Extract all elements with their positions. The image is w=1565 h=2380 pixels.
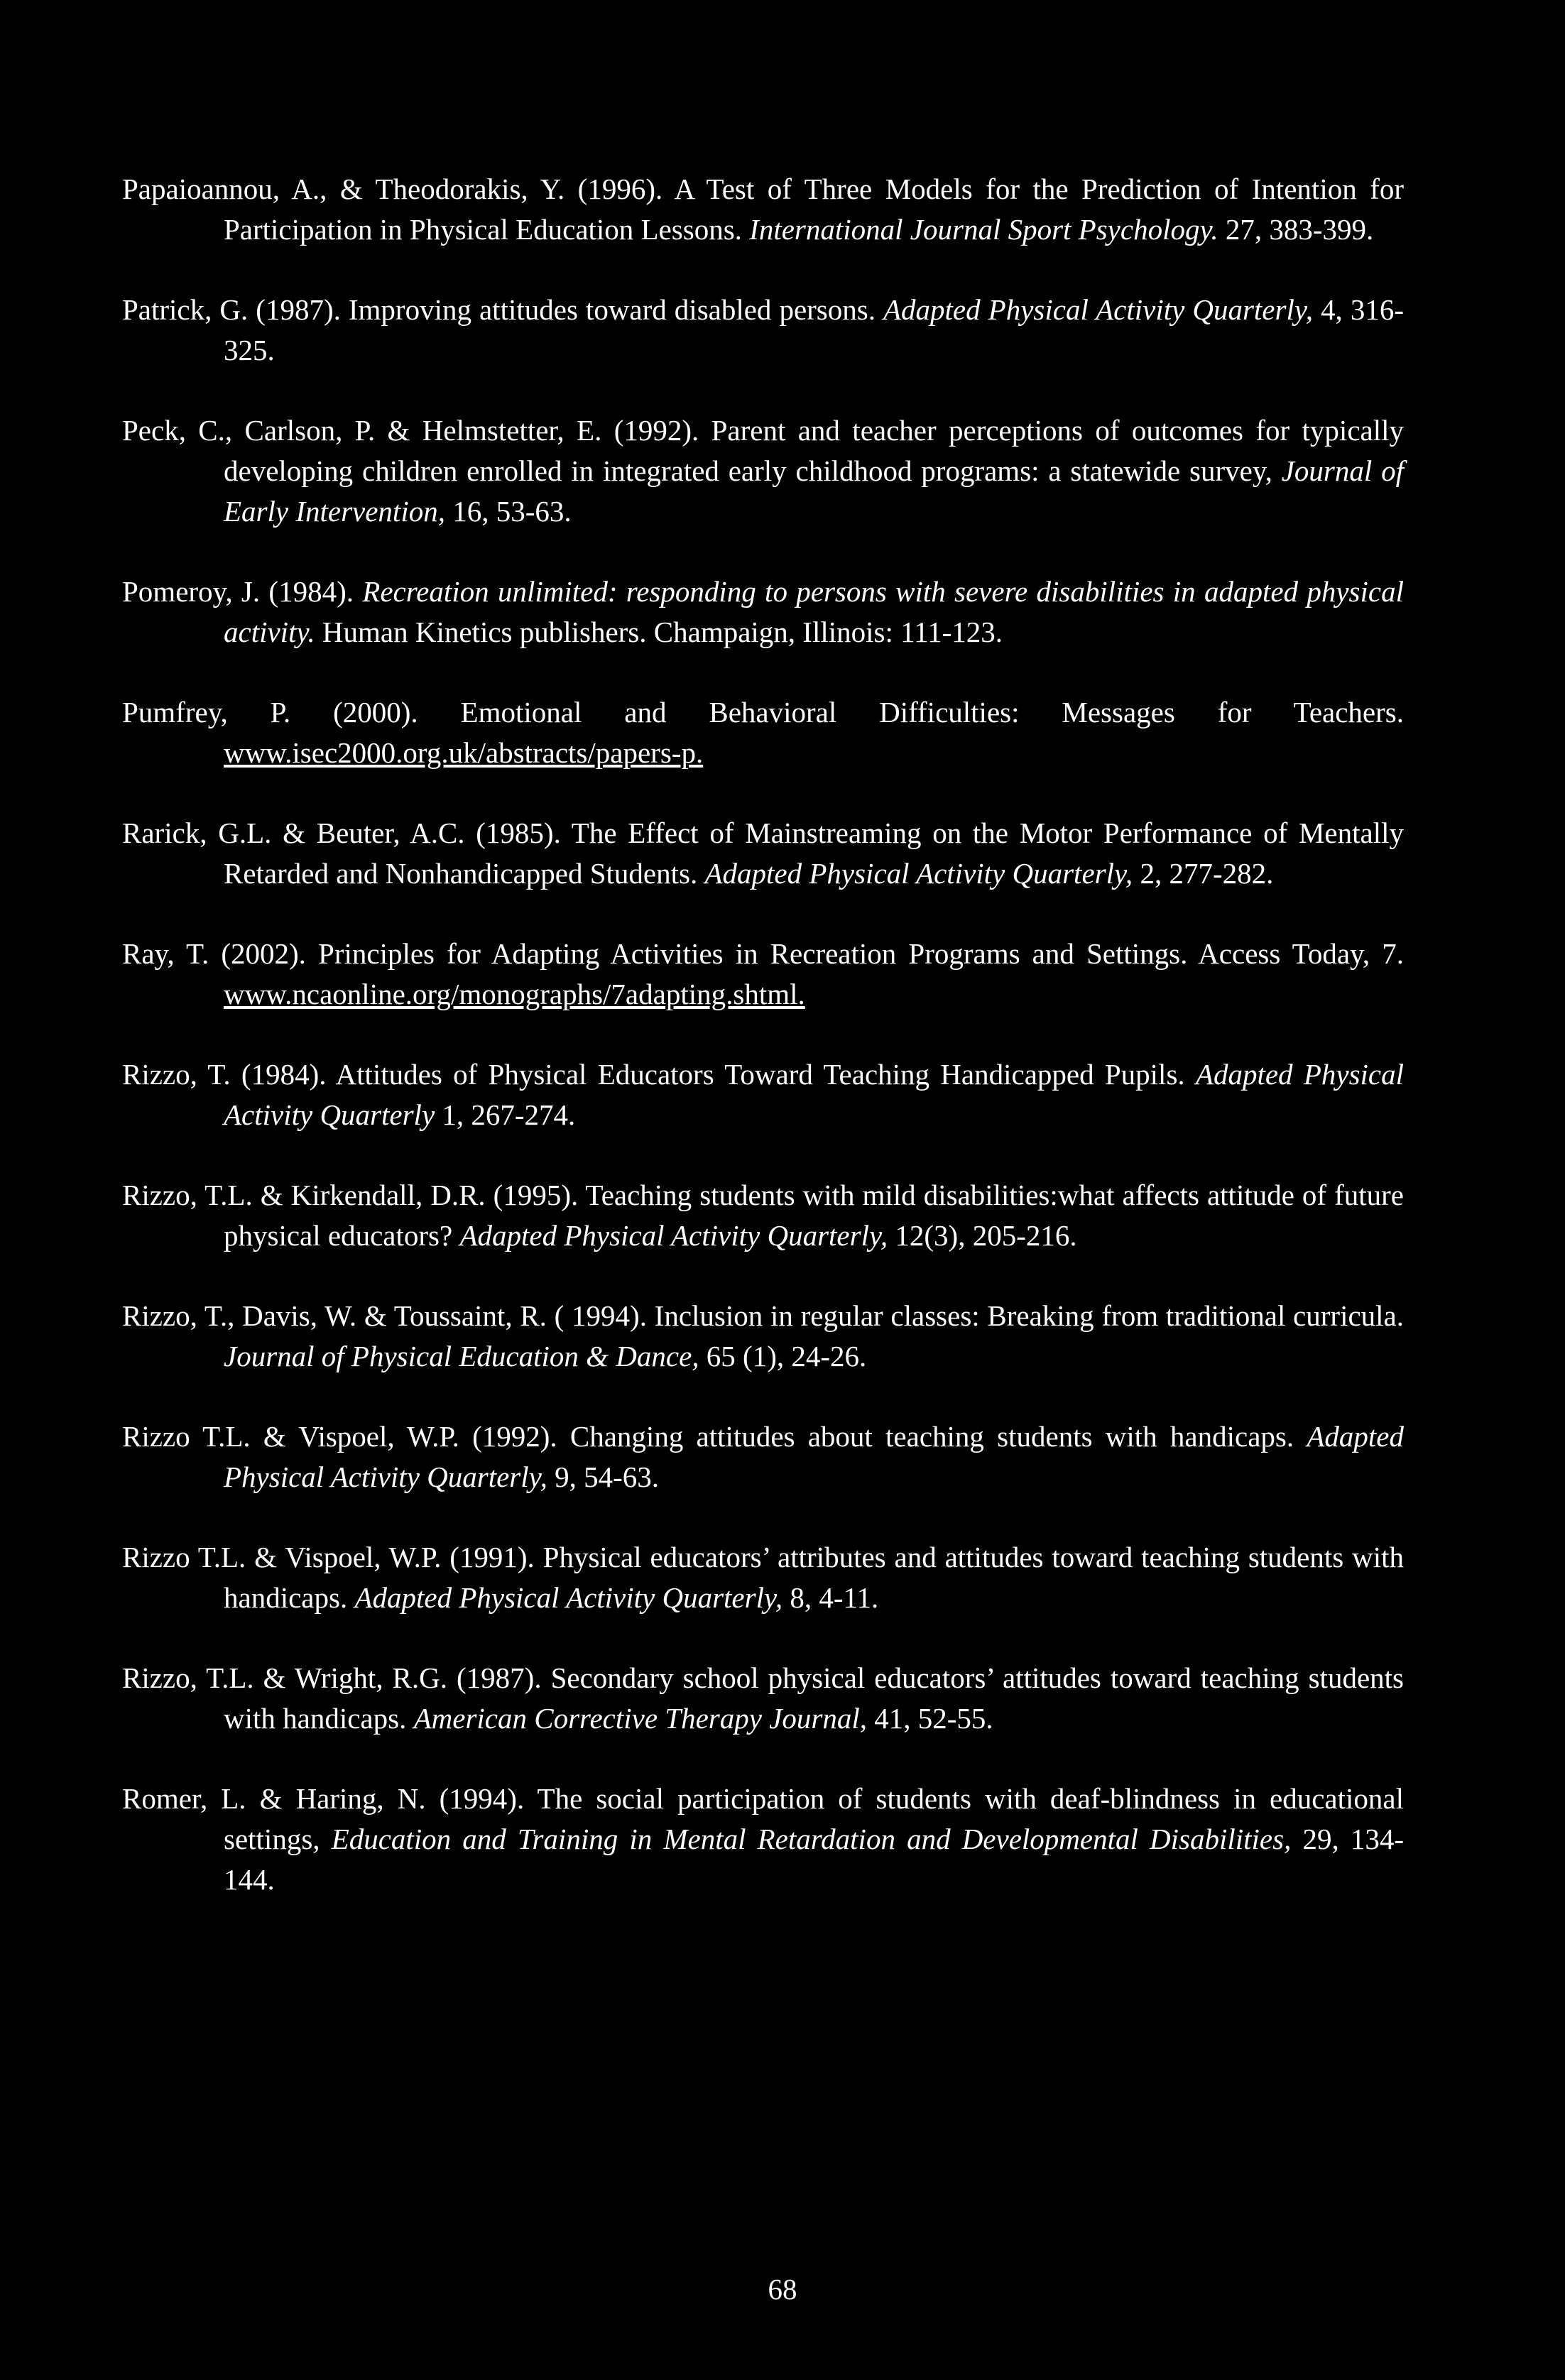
reference-entry: Pumfrey, P. (2000). Emotional and Behavioral Difficulties: Messages for Teachers. www.isec2000.org.uk/abstracts/papers-p. [122, 696, 1404, 769]
reference-entry: Rizzo, T.L. & Kirkendall, D.R. (1995). Teaching students with mild disabilities:what affects attitude of future physical educators? Adapted Physical Activity Quarterly, 12(3), 205-216. [122, 1179, 1404, 1252]
reference-entry: Rizzo T.L. & Vispoel, W.P. (1991). Physical educators’ attributes and attitudes toward teaching students with handicaps. Adapted Physical Activity Quarterly, 8, 4-11. [122, 1541, 1404, 1614]
reference-entry: Rizzo, T.L. & Wright, R.G. (1987). Secondary school physical educators’ attitudes toward teaching students with handicaps. American Corrective Therapy Journal, 41, 52-55. [122, 1661, 1404, 1735]
reference-entry: Rizzo, T., Davis, W. & Toussaint, R. ( 1994). Inclusion in regular classes: Breaking from traditional curricula. Journal of Physical Education & Dance, 65 (1), 24-26. [122, 1299, 1404, 1372]
reference-link[interactable]: www.ncaonline.org/monographs/7adapting.shtml. [224, 978, 805, 1010]
reference-entry: Patrick, G. (1987). Improving attitudes toward disabled persons. Adapted Physical Activity Quarterly, 4, 316-325. [122, 293, 1404, 366]
reference-entry: Rizzo T.L. & Vispoel, W.P. (1992). Changing attitudes about teaching students with handicaps. Adapted Physical Activity Quarterly, 9, 54-63. [122, 1420, 1404, 1493]
page-number: 68 [768, 2273, 797, 2305]
reference-entry: Romer, L. & Haring, N. (1994). The social participation of students with deaf-blindness in educational settings, Education and Training in Mental Retardation and Developmental Disabilities, 29, 134-144. [122, 1782, 1404, 1896]
reference-entry: Rizzo, T. (1984). Attitudes of Physical Educators Toward Teaching Handicapped Pupils. Adapted Physical Activity Quarterly 1, 267-274. [122, 1058, 1405, 1131]
reference-entry: Peck, C., Carlson, P. & Helmstetter, E. (1992). Parent and teacher perceptions of outcomes for typically developing children enrolled in integrated early childhood programs: a statewide survey, Journal of Early Intervention, 16, 53-63. [122, 414, 1404, 528]
reference-entry: Rarick, G.L. & Beuter, A.C. (1985). The Effect of Mainstreaming on the Motor Performance of Mentally Retarded and Nonhandicapped Students. Adapted Physical Activity Quarterly, 2, 277-282. [122, 817, 1404, 890]
reference-entry: Papaioannou, A., & Theodorakis, Y. (1996). A Test of Three Models for the Prediction of Intention for Participation in Physical Education Lessons. International Journal Sport Psychology. 27, 383-399. [122, 173, 1404, 246]
reference-list [122, 169, 1404, 1940]
reference-entry: Ray, T. (2002). Principles for Adapting Activities in Recreation Programs and Settings. Access Today, 7. www.ncaonline.org/monographs/7adapting.shtml. [122, 937, 1404, 1010]
reference-link[interactable]: www.isec2000.org.uk/abstracts/papers-p. [224, 736, 704, 769]
reference-entry: Pomeroy, J. (1984). Recreation unlimited: responding to persons with severe disabilities in adapted physical activity. Human Kinetics publishers. Champaign, Illinois: 111-123. [122, 575, 1404, 648]
